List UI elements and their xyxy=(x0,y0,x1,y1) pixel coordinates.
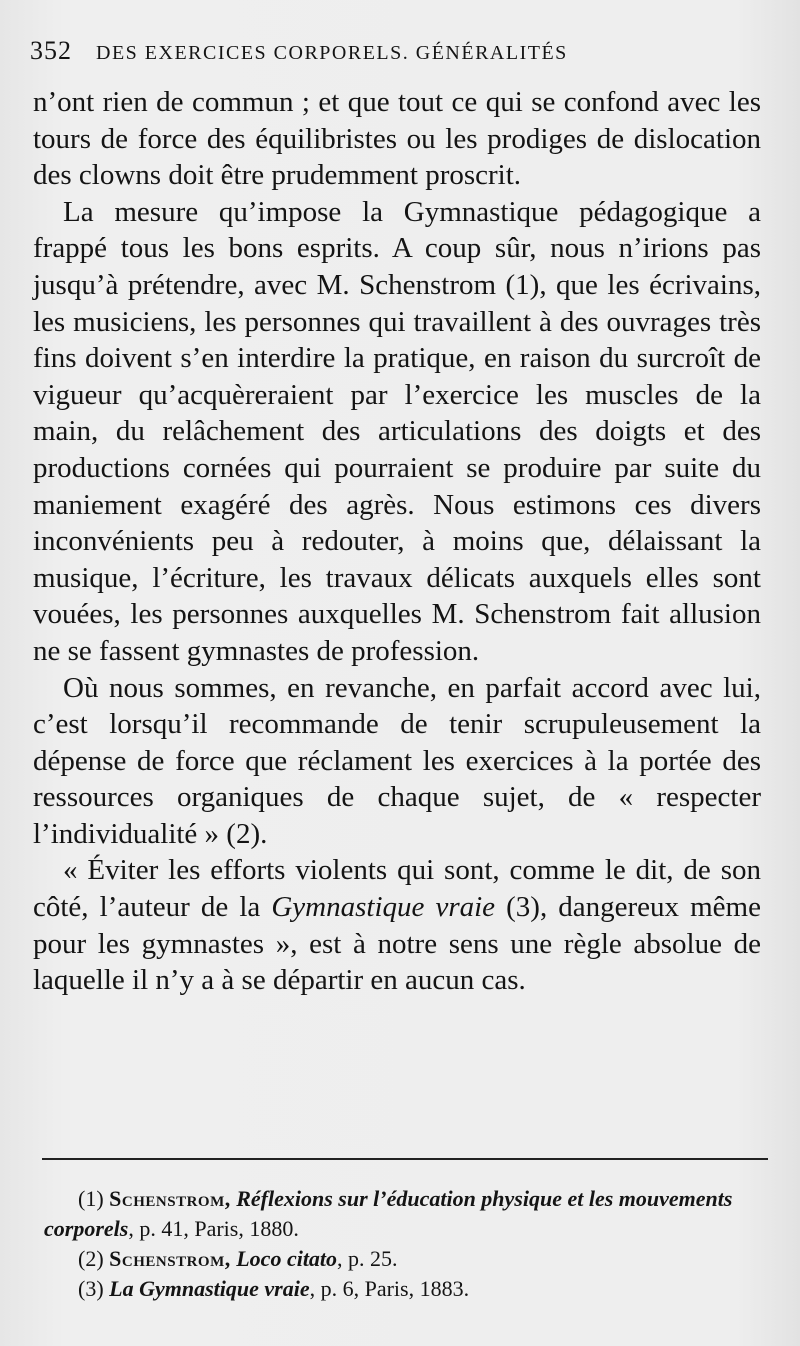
paragraph-1: n’ont rien de commun ; et que tout ce qui se confond avec les tours de force des équilibristes ou les prodiges de dislocation des clowns doit être prudemment proscrit. xyxy=(33,86,761,192)
footnote-title: La Gymnastique vraie xyxy=(109,1276,310,1301)
body-text xyxy=(33,84,761,999)
footnote-marker: (2) xyxy=(78,1246,104,1271)
footnote-marker: (3) xyxy=(78,1276,104,1301)
paragraph-4 xyxy=(33,852,761,998)
paragraph-2: La mesure qu’impose la Gymnastique pédagogique a frappé tous les bons esprits. A coup sûr, nous n’irions pas jusqu’à prétendre, avec M. Schenstrom (1), que les écrivains, les musiciens, les personnes qui travaillent à des ouvrages très fins doivent s’en interdire la pratique, en raison du surcroît de vigueur qu’acquèreraient par l’exercice les muscles de la main, du relâchement des articulations des doigts et des productions cornées qui pourraient se produire par suite du maniement exagéré des agrès. Nous estimons ces divers inconvénients peu à redouter, à moins que, délaissant la musique, l’écriture, les travaux délicats auxquels elles sont vouées, les personnes auxquelles M. Schenstrom fait allusion ne se fassent gymnastes de profession. xyxy=(33,195,761,667)
footnote-rule xyxy=(42,1158,768,1160)
footnote-title: Loco citato xyxy=(236,1246,338,1271)
footnote-1 xyxy=(44,1184,766,1244)
footnote-3 xyxy=(44,1274,766,1304)
footnote-details: , p. 25. xyxy=(337,1246,398,1271)
paragraph-4-start: « Éviter les efforts violents qui sont, comme le dit, de son côté, l’auteur de la xyxy=(33,854,761,924)
footnote-author: Schenstrom, xyxy=(109,1186,231,1211)
page-header xyxy=(30,36,770,72)
footnote-details: , p. 41, Paris, 1880. xyxy=(128,1216,299,1241)
page-number: 352 xyxy=(30,36,72,65)
footnote-author: Schenstrom, xyxy=(109,1246,231,1271)
paragraph-3: Où nous sommes, en revanche, en parfait accord avec lui, c’est lorsqu’il recommande de tenir scrupuleusement la dépense de force que réclament les exercices à la portée des ressources organiques de chaque sujet, de « respecter l’individualité » (2). xyxy=(33,671,761,850)
footnote-title: Réflexions sur l’éducation physique et les mouvements corporels xyxy=(44,1186,733,1241)
footnote-2 xyxy=(44,1244,766,1274)
cited-title: Gymnastique vraie xyxy=(271,891,496,924)
footnote-details: , p. 6, Paris, 1883. xyxy=(309,1276,470,1301)
paragraph-4-end: (3), dangereux même pour les gymnastes », est à notre sens une règle absolue de laquelle il n’y a à se départir en aucun cas. xyxy=(33,891,761,997)
footnote-marker: (1) xyxy=(78,1186,104,1211)
footnotes xyxy=(44,1184,766,1304)
running-head: DES EXERCICES CORPORELS. GÉNÉRALITÉS xyxy=(96,42,568,64)
